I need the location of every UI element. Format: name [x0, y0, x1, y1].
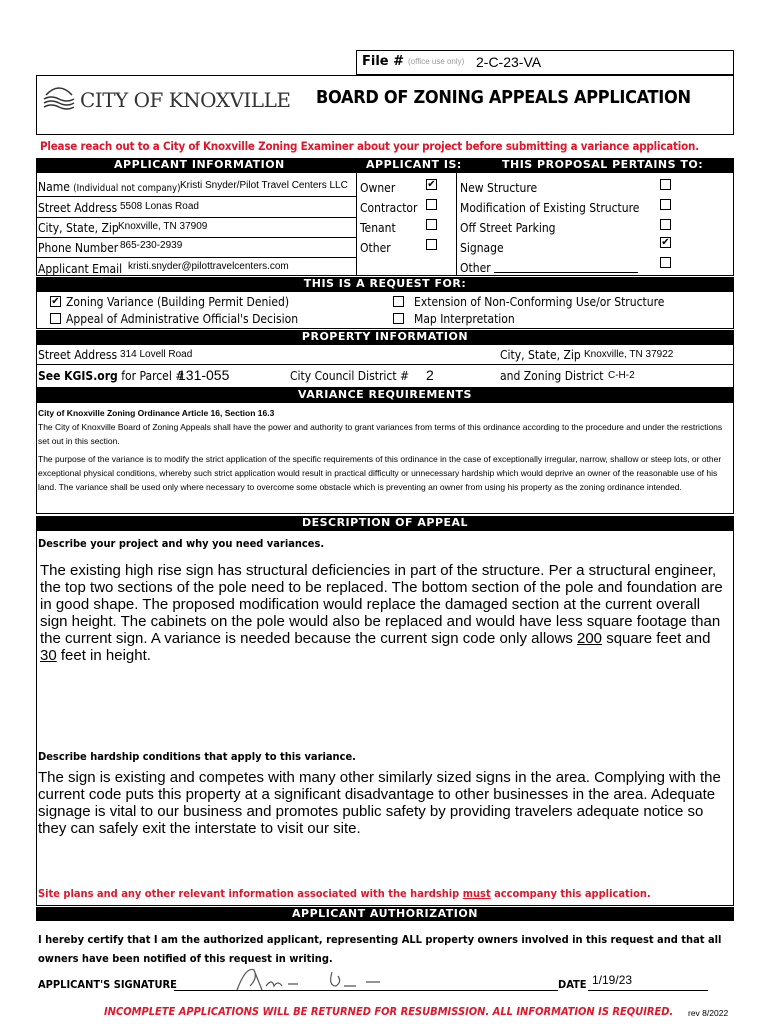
revision-label: rev 8/2022: [688, 1008, 729, 1018]
off-street-checkbox[interactable]: [660, 219, 671, 230]
file-note: (office use only): [408, 57, 465, 66]
variance-bar: VARIANCE REQUIREMENTS: [36, 388, 734, 402]
variance-heading: City of Knoxville Zoning Ordinance Article 16, Section 16.3: [38, 408, 275, 418]
appeal-label: Appeal of Administrative Official's Decision: [66, 312, 299, 326]
city-field[interactable]: Knoxville, TN 37909: [118, 221, 208, 232]
notice-text: Please reach out to a City of Knoxville Zoning Examiner about your project before submitting a variance application.: [40, 139, 699, 153]
name-label: Name (Individual not company): [38, 180, 181, 194]
site-plans-note: Site plans and any other relevant information associated with the hardship must accompany this application.: [38, 887, 651, 900]
other-proposal-label: Other: [460, 261, 491, 275]
other-proposal-checkbox[interactable]: [660, 257, 671, 268]
signage-checkbox[interactable]: ✔: [661, 237, 670, 248]
phone-label: Phone Number: [38, 241, 119, 255]
project-description[interactable]: The existing high rise sign has structural deficiencies in part of the structure. Per a structural engineer, the top two sections of the pole need to be replaced. The bottom section of the pole and foundation are in good shape. The proposed modification would replace the damaged section at the current overall sign height. The cabinets on the pole would also be replaced and would have less square footage than the current sign. A variance is needed because the current sign code only allows 200 square feet and 30 feet in height.: [40, 562, 723, 664]
contractor-checkbox[interactable]: [426, 199, 437, 210]
hardship-description[interactable]: The sign is existing and competes with many other similarly sized signs in the area. Complying with the current code puts this property at a significant disadvantage to other businesses in the area. Adequate signage is vital to our business and promotes public safety by providing travelers adequate notice so they can safely exit the interstate to visit our site.: [38, 769, 721, 837]
tenant-checkbox[interactable]: [426, 219, 437, 230]
street-field[interactable]: 5508 Lonas Road: [120, 201, 199, 212]
map-interpretation-checkbox[interactable]: [393, 313, 404, 324]
contractor-label: Contractor: [360, 201, 418, 215]
variance-paragraph-1: The City of Knoxville Board of Zoning Appeals shall have the power and authority to grant variances from terms of this ordinance according to the procedure and under the restrictions set out in this section.: [38, 422, 723, 446]
modification-label: Modification of Existing Structure: [460, 201, 640, 215]
email-label: Applicant Email: [38, 262, 123, 276]
new-structure-label: New Structure: [460, 181, 538, 195]
authorization-statement: I hereby certify that I am the authorized applicant, representing ALL property owners involved in this request and that all owners have been notified of this request in writing.: [38, 933, 722, 965]
name-field[interactable]: Kristi Snyder/Pilot Travel Centers LLC: [180, 180, 348, 191]
city-logo: [42, 83, 302, 115]
property-city-label: City, State, Zip: [500, 348, 581, 362]
signature-mark: [232, 964, 392, 994]
email-field[interactable]: kristi.snyder@pilottravelcenters.com: [128, 261, 289, 272]
new-structure-checkbox[interactable]: [660, 179, 671, 190]
date-field[interactable]: 1/19/23: [592, 973, 633, 987]
sqft-value[interactable]: 200: [577, 630, 603, 647]
parcel-field[interactable]: 131-055: [178, 367, 230, 383]
applicant-info-heading: APPLICANT INFORMATION: [114, 158, 285, 171]
street-label: Street Address: [38, 201, 118, 215]
extension-label: Extension of Non-Conforming Use/or Structure: [414, 295, 665, 309]
description-bar: DESCRIPTION OF APPEAL: [36, 516, 734, 530]
logo-text: CITY OF KNOXVILLE: [80, 88, 291, 112]
parcel-label: See KGIS.org for Parcel #: [38, 369, 185, 383]
property-street-label: Street Address: [38, 348, 118, 362]
owner-label: Owner: [360, 181, 396, 195]
zoning-district-field[interactable]: C-H-2: [608, 370, 635, 381]
signage-label: Signage: [460, 241, 504, 255]
zoning-variance-label: Zoning Variance (Building Permit Denied): [66, 295, 290, 309]
modification-checkbox[interactable]: [660, 199, 671, 210]
owner-checkbox[interactable]: ✔: [427, 179, 436, 190]
phone-field[interactable]: 865-230-2939: [120, 240, 183, 251]
height-value[interactable]: 30: [40, 647, 57, 664]
page-title: BOARD OF ZONING APPEALS APPLICATION: [316, 87, 691, 108]
date-label: DATE: [558, 978, 587, 991]
map-interpretation-label: Map Interpretation: [414, 312, 515, 326]
date-line[interactable]: [588, 990, 708, 991]
authorization-bar: APPLICANT AUTHORIZATION: [36, 907, 734, 921]
zoning-district-label: and Zoning District: [500, 369, 604, 383]
footer-warning: INCOMPLETE APPLICATIONS WILL BE RETURNED FOR RESUBMISSION. ALL INFORMATION IS REQUIRED.: [104, 1005, 674, 1018]
off-street-label: Off Street Parking: [460, 221, 556, 235]
file-label: File #: [362, 54, 405, 69]
request-bar: THIS IS A REQUEST FOR:: [36, 277, 734, 291]
file-number-value[interactable]: 2-C-23-VA: [476, 54, 542, 70]
hardship-prompt: Describe hardship conditions that apply to this variance.: [38, 750, 356, 763]
signature-label: APPLICANT'S SIGNATURE: [38, 978, 177, 991]
extension-checkbox[interactable]: [393, 296, 404, 307]
variance-paragraph-2: The purpose of the variance is to modify the strict application of the specific requirements of this ordinance in the case of exceptionally irregular, narrow, shallow or steep lots, or other exceptional physical conditions, whereby such strict application would result in practical difficulty or unnecessary hardship which would deprive an owner of the reasonable use of his land. The variance shall be used only where necessary to overcome some obstacle which is preventing an owner from using his property as the zoning ordinance intended.: [38, 454, 722, 492]
property-street-field[interactable]: 314 Lovell Road: [120, 349, 193, 360]
other-applicant-checkbox[interactable]: [426, 239, 437, 250]
other-applicant-label: Other: [360, 241, 391, 255]
applicant-section-bar: [36, 158, 734, 172]
project-prompt: Describe your project and why you need variances.: [38, 537, 325, 550]
other-proposal-line[interactable]: [494, 272, 638, 273]
applicant-is-heading: APPLICANT IS:: [366, 158, 462, 171]
council-district-field[interactable]: 2: [426, 367, 434, 383]
city-label: City, State, Zip: [38, 221, 119, 235]
proposal-heading: THIS PROPOSAL PERTAINS TO:: [502, 158, 704, 171]
zoning-variance-checkbox[interactable]: ✔: [51, 296, 60, 307]
property-city-field[interactable]: Knoxville, TN 37922: [584, 349, 674, 360]
tenant-label: Tenant: [360, 221, 396, 235]
property-bar: PROPERTY INFORMATION: [36, 330, 734, 344]
appeal-checkbox[interactable]: [50, 313, 61, 324]
council-district-label: City Council District #: [290, 369, 410, 383]
